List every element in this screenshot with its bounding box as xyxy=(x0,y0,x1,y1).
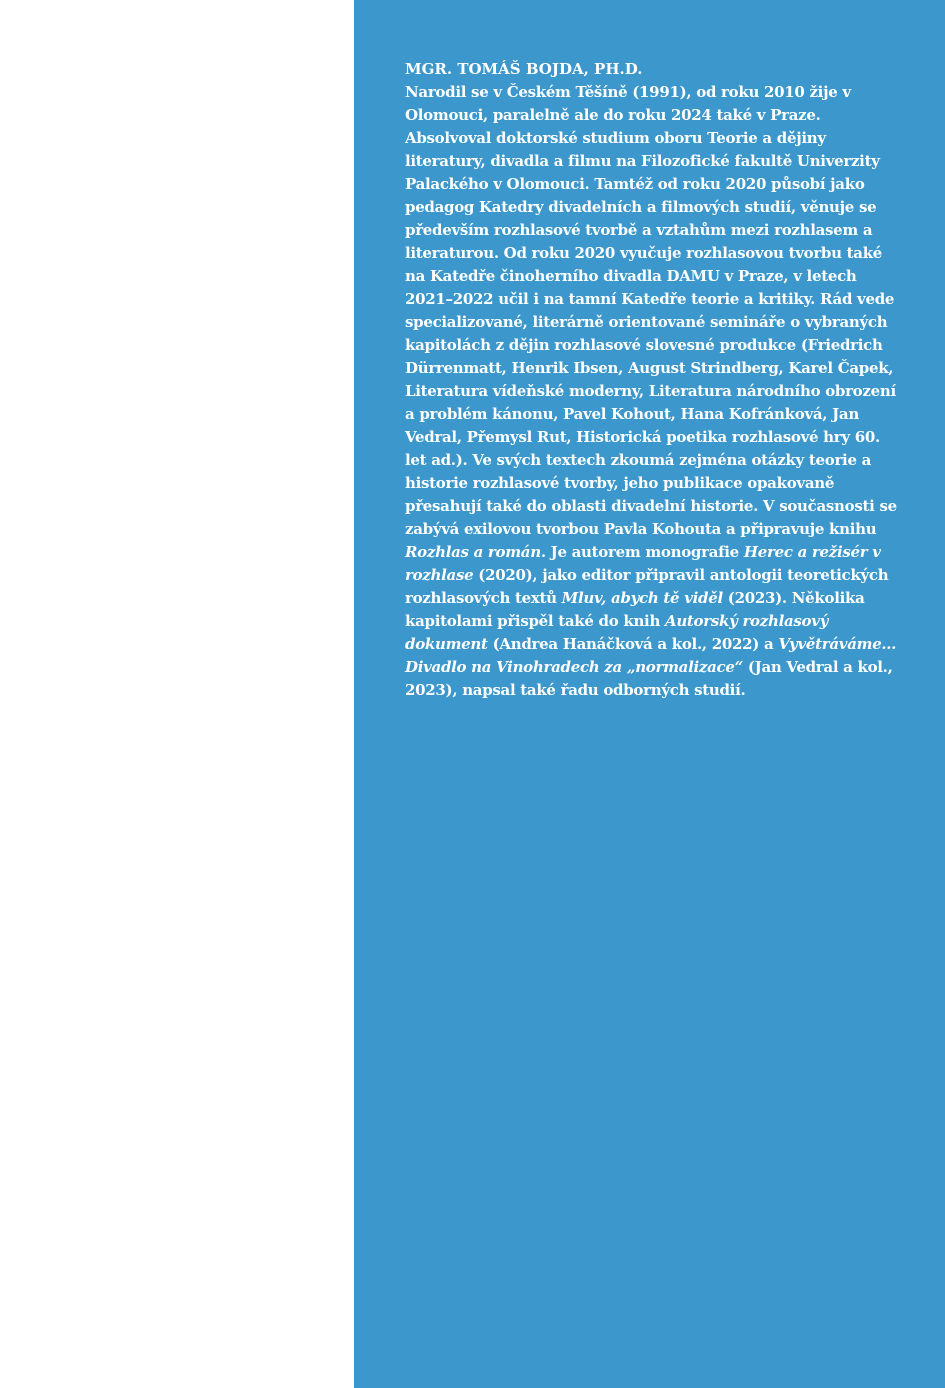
book-title-autorsky-dokument: Autorský rozhlasový dokument xyxy=(405,612,829,653)
author-name: MGR. TOMÁŠ BOJDA, PH.D. xyxy=(405,60,643,78)
author-bio xyxy=(405,58,905,702)
book-title-mluv-abych-te-videl: Mluv, abych tě viděl xyxy=(561,589,723,607)
bio-text-3: (2020), jako editor připravil antologii teoretických rozhlasových textů xyxy=(405,566,889,607)
bio-text-6: (Jan Vedral a kol., 2023), napsal také řadu odborných studií. xyxy=(405,658,893,699)
bio-text-5: (Andrea Hanáčková a kol., 2022) a xyxy=(487,635,779,653)
bio-text-4: (2023). Několika kapitolami přispěl také do knih xyxy=(405,589,865,630)
book-title-rozhlas-a-roman: Rozhlas a román xyxy=(405,543,541,561)
bio-text-1: Narodil se v Českém Těšíně (1991), od roku 2010 žije v Olomouci, paralelně ale do roku 2024 také v Praze. Absolvoval doktorské studium oboru Teorie a dějiny literatury, divadla a filmu na Filozofické fakultě Univerzity Palackého v Olomouci. Tamtéž od roku 2020 působí jako pedagog Katedry divadelních a filmových studií, věnuje se především rozhlasové tvorbě a vztahům mezi rozhlasem a literaturou. Od roku 2020 vyučuje rozhlasovou tvorbu také na Katedře činoherního divadla DAMU v Praze, v letech 2021–2022 učil i na tamní Katedře teorie a kritiky. Rád vede specializované, literárně orientované semináře o vybraných kapitolách z dějin rozhlasové slovesné produkce (Friedrich Dürrenmatt, Henrik Ibsen, August Strindberg, Karel Čapek, Literatura vídeňské moderny, Literatura národního obrození a problém kánonu, Pavel Kohout, Hana Kofránková, Jan Vedral, Přemysl Rut, Historická poetika rozhlasové hry 60. let ad.). Ve svých textech zkoumá zejména otázky teorie a historie rozhlasové tvorby, jeho publikace opakovaně přesahují také do oblasti divadelní historie. V současnosti se zabývá exilovou tvorbou Pavla Kohouta a připravuje knihu xyxy=(405,83,897,538)
book-title-herec-a-reziser: Herec a režisér v rozhlase xyxy=(405,543,881,584)
bio-text-2: . Je autorem monografie xyxy=(540,543,744,561)
book-title-vyvetravame: Vyvětráváme… Divadlo na Vinohradech za „normalizace“ xyxy=(405,635,897,676)
